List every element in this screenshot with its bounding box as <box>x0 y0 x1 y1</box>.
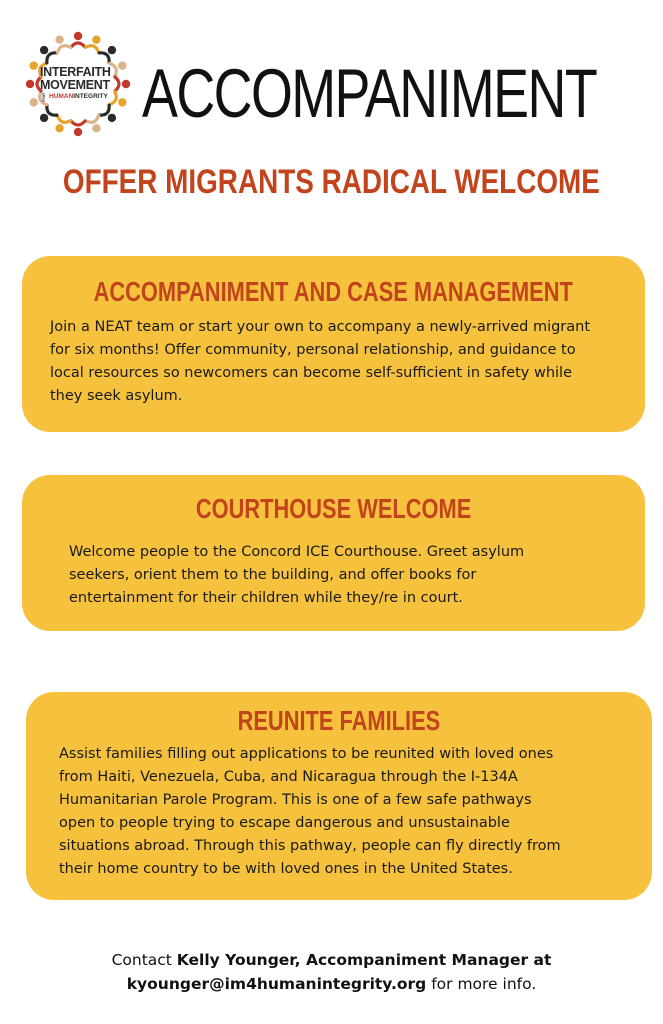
card-body-line: Welcome people to the Concord ICE Courthouse. Greet asylum <box>69 544 525 560</box>
card-heading <box>22 256 645 309</box>
contact-prefix: Contact <box>111 951 177 969</box>
card-body <box>69 541 629 610</box>
logo-figure-icon <box>55 36 70 53</box>
card-body-line: their home country to be with loved ones in the United States. <box>59 861 513 877</box>
card-body-line: for six months! Offer community, personal relationship, and guidance to <box>50 342 576 358</box>
logo-line-interfaith: INTERFAITH <box>40 65 111 79</box>
card-heading-text: REUNITE FAMILIES <box>237 705 441 736</box>
card-body-line: situations abroad. Through this pathway, people can fly directly from <box>59 838 561 854</box>
logo-figure-icon <box>40 46 57 63</box>
card-body-line: they seek asylum. <box>50 388 183 404</box>
logo-figure-icon <box>71 32 85 47</box>
logo-line-movement: MOVEMENT <box>40 78 110 92</box>
logo-figure-icon <box>99 105 116 122</box>
card-body-line: from Haiti, Venezuela, Cuba, and Nicaragua through the I-134A <box>59 769 518 785</box>
card-body-line: Join a NEAT team or start your own to accompany a newly-arrived migrant <box>50 319 591 335</box>
card-heading <box>22 475 645 526</box>
contact-name: Kelly Younger, Accompaniment Manager at <box>176 951 552 969</box>
logo-for: FOR <box>41 93 46 102</box>
logo-figure-icon <box>26 77 41 91</box>
card-body <box>59 743 644 881</box>
logo-figure-icon <box>40 105 57 122</box>
logo-figure-icon <box>86 115 101 132</box>
page-subtitle <box>0 162 663 202</box>
logo-wordmark <box>40 66 120 101</box>
logo <box>22 28 134 140</box>
card-heading <box>26 692 652 738</box>
logo-line-human-integrity <box>40 93 120 101</box>
logo-figure-icon <box>99 46 116 63</box>
card-courthouse-welcome <box>22 475 645 631</box>
card-body-line: Assist families filling out applications to be reunited with loved ones <box>59 746 554 762</box>
card-body-line: local resources so newcomers can become self-sufficient in safety while <box>50 365 572 381</box>
logo-human: HUMAN <box>49 93 74 101</box>
card-body-line: entertainment for their children while they/re in court. <box>69 590 463 606</box>
card-reunite-families <box>26 692 652 900</box>
card-body <box>50 316 635 408</box>
logo-figure-icon <box>86 36 101 53</box>
page-subtitle-text: OFFER MIGRANTS RADICAL WELCOME <box>63 163 600 201</box>
card-body-line: seekers, orient them to the building, and offer books for <box>69 567 477 583</box>
contact-info <box>0 948 663 996</box>
logo-integrity: INTEGRITY <box>73 93 108 101</box>
card-accompaniment <box>22 256 645 432</box>
contact-email[interactable]: kyounger@im4humanintegrity.org <box>126 975 427 993</box>
page-title: ACCOMPANIMENT <box>142 55 597 132</box>
card-body-line: Humanitarian Parole Program. This is one of a few safe pathways <box>59 792 532 808</box>
contact-suffix: for more info. <box>426 975 537 993</box>
logo-figure-icon <box>55 115 70 132</box>
card-heading-text: COURTHOUSE WELCOME <box>195 493 472 524</box>
card-body-line: open to people trying to escape dangerous and unsustainable <box>59 815 510 831</box>
card-heading-text: ACCOMPANIMENT AND CASE MANAGEMENT <box>93 276 574 307</box>
logo-figure-icon <box>71 121 85 136</box>
